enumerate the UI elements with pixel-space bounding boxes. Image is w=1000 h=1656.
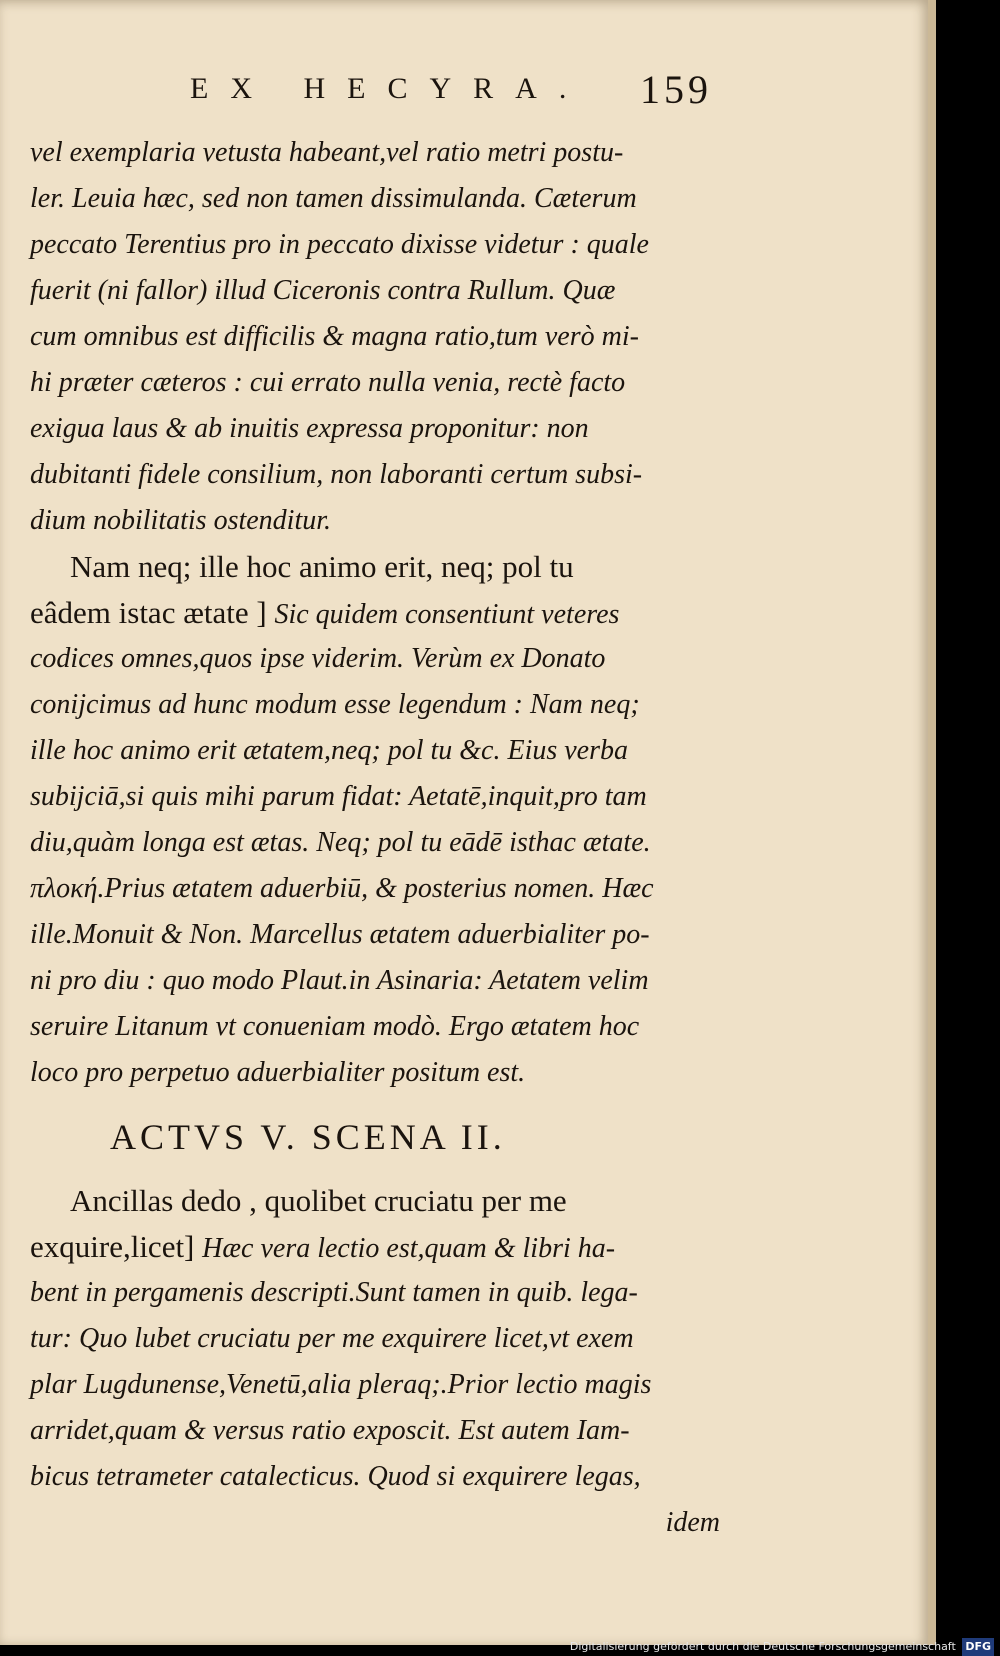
text-line	[30, 406, 720, 452]
commentary-text: dubitanti fidele consilium, non laboranti certum subsi-	[30, 459, 643, 490]
text-line	[30, 498, 720, 544]
footer-text: Digitalisierung gefördert durch die Deutsche Forschungsgemeinschaft	[569, 1640, 956, 1653]
commentary-text: ille.Monuit & Non. Marcellus ætatem aduerbialiter po-	[30, 919, 650, 950]
page-number: 159	[640, 67, 712, 112]
text-line	[30, 452, 720, 498]
text-line	[30, 590, 720, 636]
commentary-text: dium nobilitatis ostenditur.	[30, 505, 332, 536]
commentary-text: diu,quàm longa est ætas. Neq; pol tu eādē isthac ætate.	[30, 827, 651, 858]
dfg-logo: DFG	[962, 1638, 994, 1656]
commentary-block-1	[30, 130, 720, 1096]
lemma-text: Ancillas dedo , quolibet cruciatu per me	[70, 1183, 567, 1218]
text-line	[30, 1270, 720, 1316]
commentary-text: ni pro diu : quo modo Plaut.in Asinaria: Aetatem velim	[30, 965, 649, 996]
text-line	[30, 1178, 720, 1224]
commentary-text: loco pro perpetuo aduerbialiter positum est.	[30, 1057, 526, 1088]
text-line	[30, 360, 720, 406]
act-scene-heading: ACTVS V. SCENA II.	[110, 1117, 506, 1157]
commentary-text: conijcimus ad hunc modum esse legendum : Nam neq;	[30, 689, 640, 720]
text-line	[30, 958, 720, 1004]
text-line	[30, 1362, 720, 1408]
text-line	[30, 728, 720, 774]
commentary-text: bent in pergamenis descripti.Sunt tamen in quib. lega-	[30, 1277, 638, 1308]
text-line	[30, 1224, 720, 1270]
page-edge	[928, 0, 936, 1645]
commentary-text: πλοκή.Prius ætatem aduerbiū, & posterius nomen. Hæc	[30, 873, 654, 904]
text-line	[30, 268, 720, 314]
text-line	[30, 176, 720, 222]
footer-credit	[570, 1638, 994, 1656]
text-line	[30, 1454, 720, 1500]
text-line	[30, 682, 720, 728]
commentary-text: codices omnes,quos ipse viderim. Verùm ex Donato	[30, 643, 606, 674]
commentary-text: exigua laus & ab inuitis expressa proponitur: non	[30, 413, 589, 444]
catchword: idem	[665, 1507, 720, 1538]
text-line	[30, 1316, 720, 1362]
commentary-block-2	[30, 1178, 720, 1500]
text-line	[30, 222, 720, 268]
commentary-text: tur: Quo lubet cruciatu per me exquirere licet,vt exem	[30, 1323, 634, 1354]
commentary-text: subijciā,si quis mihi parum fidat: Aetatē,inquit,pro tam	[30, 781, 647, 812]
commentary-text: hi præter cæteros : cui errato nulla venia, rectè facto	[30, 367, 626, 398]
text-line	[30, 866, 720, 912]
commentary-text: peccato Terentius pro in peccato dixisse videtur : quale	[30, 229, 649, 260]
text-line	[30, 820, 720, 866]
text-line	[30, 544, 720, 590]
text-line	[30, 774, 720, 820]
text-block	[30, 130, 720, 1546]
commentary-text: fuerit (ni fallor) illud Ciceronis contra Rullum. Quæ	[30, 275, 616, 306]
text-line	[30, 314, 720, 360]
commentary-text: ille hoc animo erit ætatem,neq; pol tu &c. Eius verba	[30, 735, 629, 766]
commentary-text: Hæc vera lectio est,quam & libri ha-	[202, 1233, 616, 1264]
text-line	[30, 130, 720, 176]
commentary-text: arridet,quam & versus ratio exposcit. Est autem Iam-	[30, 1415, 630, 1446]
text-line	[30, 1004, 720, 1050]
text-line	[30, 636, 720, 682]
commentary-text: ler. Leuia hæc, sed non tamen dissimulanda. Cæterum	[30, 183, 637, 214]
commentary-text: Sic quidem consentiunt veteres	[274, 599, 620, 630]
lemma-text: exquire,licet]	[30, 1229, 203, 1264]
text-line	[30, 1408, 720, 1454]
commentary-text: vel exemplaria vetusta habeant,vel ratio metri postu-	[30, 137, 624, 168]
commentary-text: plar Lugdunense,Venetū,alia pleraq;.Prior lectio magis	[30, 1369, 652, 1400]
lemma-text: Nam neq; ille hoc animo erit, neq; pol tu	[70, 549, 574, 584]
text-line	[30, 912, 720, 958]
commentary-text: bicus tetrameter catalecticus. Quod si exquirere legas,	[30, 1461, 641, 1492]
commentary-text: seruire Litanum vt conueniam modò. Ergo ætatem hoc	[30, 1011, 640, 1042]
lemma-text: eâdem istac ætate ]	[30, 595, 275, 630]
running-title: EX HECYRA.	[190, 72, 589, 105]
commentary-text: cum omnibus est difficilis & magna ratio,tum verò mi-	[30, 321, 639, 352]
text-line	[30, 1050, 720, 1096]
